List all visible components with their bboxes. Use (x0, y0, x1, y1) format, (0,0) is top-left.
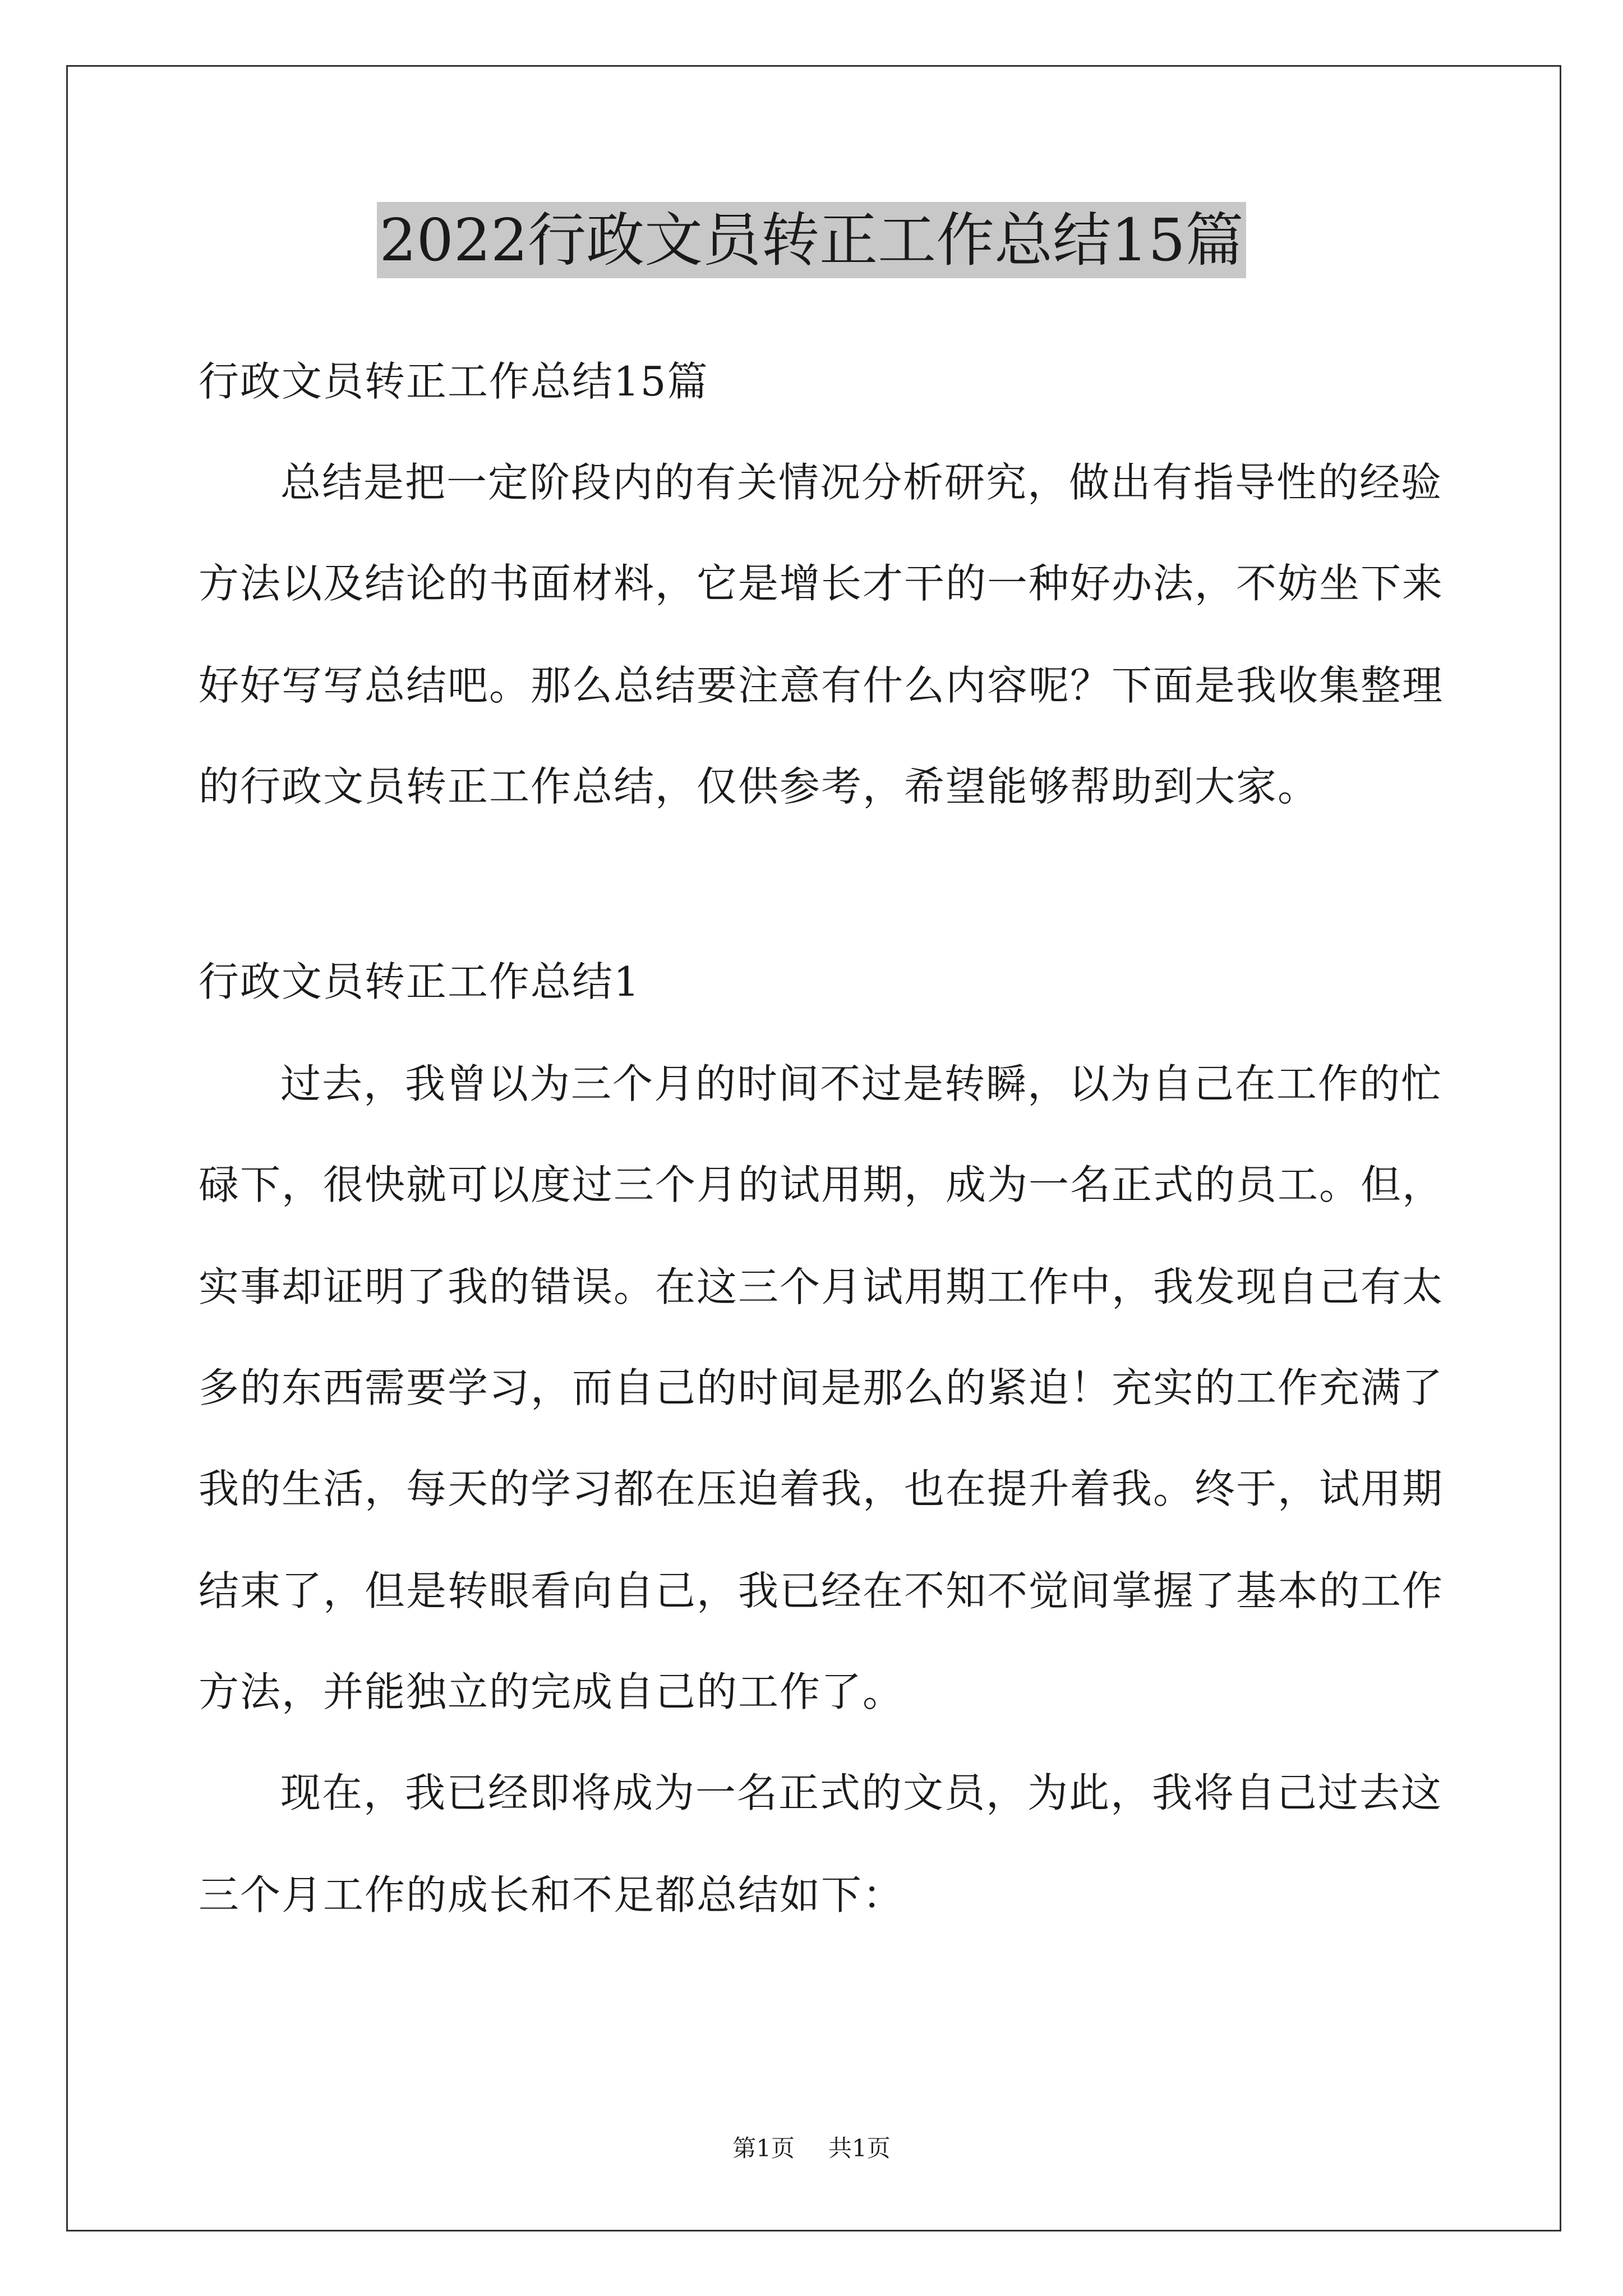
document-title (0, 202, 1623, 280)
paragraph-line: 我的生活，每天的学习都在压迫着我，也在提升着我。终于，试用期 (199, 1465, 1444, 1512)
intro-line: 好好写写总结吧。那么总结要注意有什么内容呢？下面是我收集整理 (199, 662, 1444, 709)
paragraph-line: 现在，我已经即将成为一名正式的文员，为此，我将自己过去这 (280, 1769, 1443, 1816)
paragraph-line: 实事却证明了我的错误。在这三个月试用期工作中，我发现自己有太 (199, 1263, 1444, 1310)
document-title-text: 2022行政文员转正工作总结15篇 (377, 202, 1246, 278)
paragraph-line: 方法，并能独立的完成自己的工作了。 (199, 1668, 905, 1715)
document-subtitle: 行政文员转正工作总结15篇 (199, 358, 709, 405)
intro-line: 的行政文员转正工作总结，仅供参考，希望能够帮助到大家。 (199, 763, 1320, 810)
intro-line: 方法以及结论的书面材料，它是增长才干的一种好办法，不妨坐下来 (199, 560, 1444, 607)
paragraph-line: 多的东西需要学习，而自己的时间是那么的紧迫！充实的工作充满了 (199, 1364, 1444, 1411)
page-footer (0, 2132, 1623, 2165)
intro-line: 总结是把一定阶段内的有关情况分析研究，做出有指导性的经验 (280, 459, 1443, 506)
section-heading: 行政文员转正工作总结1 (199, 958, 640, 1005)
paragraph-line: 碌下，很快就可以度过三个月的试用期，成为一名正式的员工。但， (199, 1161, 1444, 1208)
page-total: 共1页 (828, 2134, 891, 2162)
paragraph-line: 过去，我曾以为三个月的时间不过是转瞬，以为自己在工作的忙 (280, 1060, 1443, 1107)
paragraph-line: 三个月工作的成长和不足都总结如下： (199, 1871, 905, 1918)
paragraph-line: 结束了，但是转眼看向自己，我已经在不知不觉间掌握了基本的工作 (199, 1567, 1444, 1614)
page-number: 第1页 (732, 2134, 795, 2162)
